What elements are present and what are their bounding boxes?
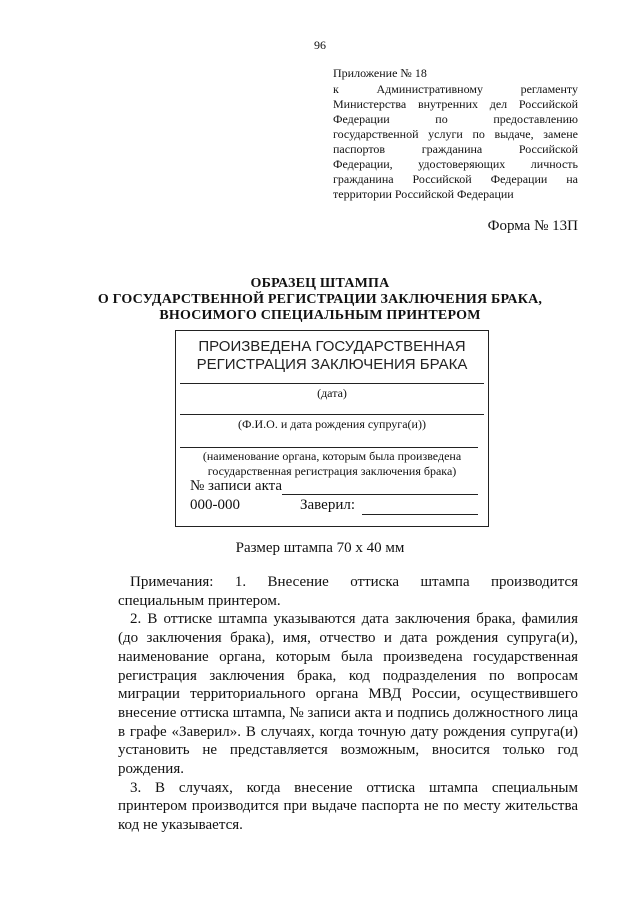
appendix-line: гражданина Российской Федерации на: [333, 172, 578, 186]
appendix-line: Федерации, удостоверяющих личность: [333, 157, 578, 171]
record-number-line: [282, 494, 478, 495]
note-1-first-line: Примечания: 1. Внесение оттиска штампа производится: [130, 574, 578, 590]
notes: [118, 573, 578, 835]
note-1-rest: специальным принтером.: [118, 592, 281, 609]
note-2: 2. В оттиске штампа указываются дата заключения брака, фамилия (до заключения брака), имя, отчество и дата рождения супруга(и), наименование органа, которым была произведена государственная регистрация заключения брака, код подразделения по вопросам миграции территориального органа МВД России, осуществившего внесение оттиска штампа, № записи акта и подпись должностного лица в графе «Заверил». В случаях, когда точную дату рождения супруга(и) установить не представляется возможным, вносится только год рождения.: [118, 611, 578, 778]
signature-line: [362, 514, 478, 515]
appendix-line: Министерства внутренних дел Российской: [333, 97, 578, 111]
department-code: 000-000: [190, 497, 240, 513]
appendix-line-last: территории Российской Федерации: [333, 187, 514, 201]
authority-line: [180, 447, 478, 448]
title-line: ВНОСИМОГО СПЕЦИАЛЬНЫМ ПРИНТЕРОМ: [159, 308, 481, 323]
certified-label: Заверил:: [300, 497, 356, 513]
spouse-caption: (Ф.И.О. и дата рождения супруга(и)): [238, 417, 426, 431]
authority-caption-line: государственная регистрация заключения брака): [207, 464, 457, 478]
authority-caption: [176, 449, 488, 479]
spouse-line: [180, 414, 484, 415]
authority-caption-line: (наименование органа, которым была произведена: [202, 449, 462, 463]
appendix-line: паспортов гражданина Российской: [333, 142, 578, 156]
appendix-title: Приложение № 18: [333, 66, 427, 80]
date-caption: (дата): [317, 386, 347, 400]
stamp-sample: [175, 330, 489, 527]
document-title: [0, 276, 640, 324]
title-line: ОБРАЗЕЦ ШТАМПА: [250, 276, 390, 291]
date-line: [180, 383, 484, 384]
stamp-heading: [176, 338, 488, 374]
title-line: О ГОСУДАРСТВЕННОЙ РЕГИСТРАЦИИ ЗАКЛЮЧЕНИЯ БРАКА,: [97, 292, 543, 307]
page-number: 96: [314, 38, 326, 52]
appendix-line: к Административному регламенту: [333, 82, 578, 96]
appendix-line: государственной услуги по выдаче, замене: [333, 127, 578, 141]
appendix-header: [333, 66, 578, 202]
stamp-heading-line: ПРОИЗВЕДЕНА ГОСУДАРСТВЕННАЯ: [198, 338, 466, 355]
stamp-heading-line: РЕГИСТРАЦИЯ ЗАКЛЮЧЕНИЯ БРАКА: [196, 356, 468, 373]
form-number: Форма № 13П: [487, 218, 578, 234]
record-label: № записи акта: [190, 478, 283, 494]
stamp-size-note: Размер штампа 70 х 40 мм: [235, 540, 405, 556]
appendix-line: Федерации по предоставлению: [333, 112, 578, 126]
note-3: 3. В случаях, когда внесение оттиска штампа специальным принтером производится при выдаче паспорта не по месту жительства код не указывается.: [118, 779, 578, 834]
